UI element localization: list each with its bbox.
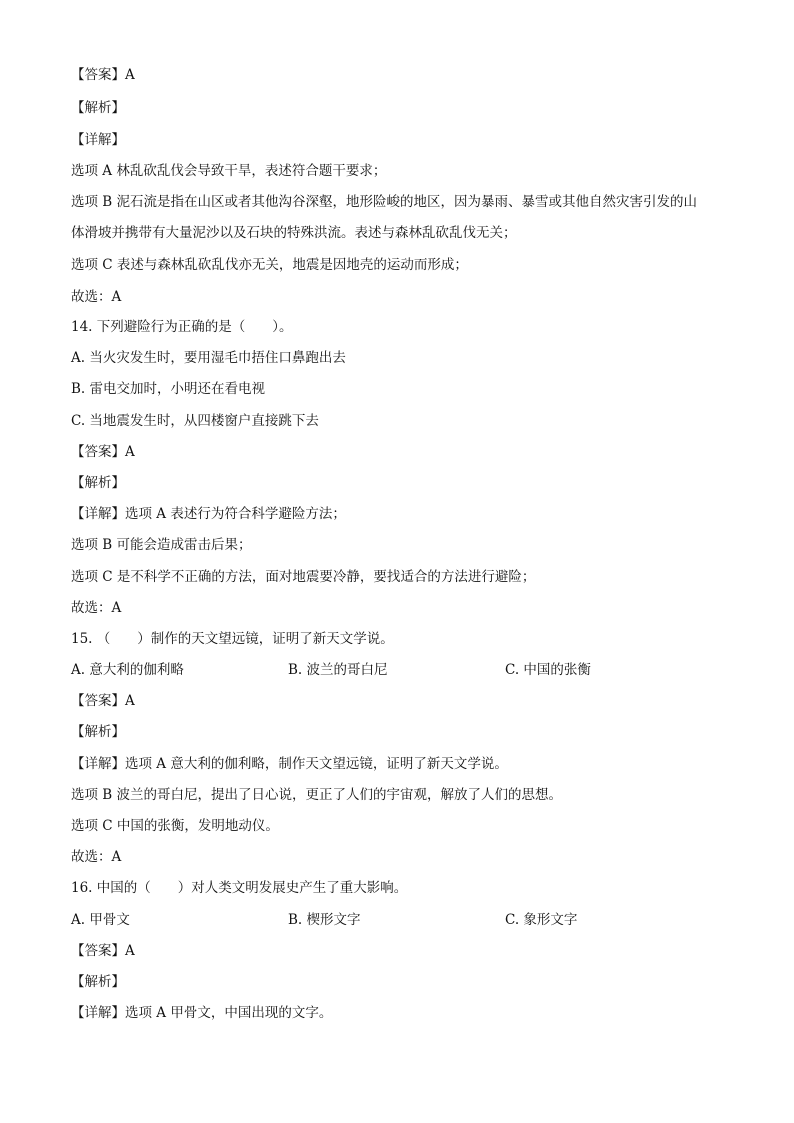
conclusion-line: 故选：A: [71, 289, 122, 305]
detail-line: 选项 C 是不科学不正确的方法，面对地震要冷静，要找适合的方法进行避险；: [71, 569, 536, 585]
analysis-tag: 【解析】: [71, 724, 125, 740]
answer-line: [71, 66, 734, 84]
detail-line: 选项 B 波兰的哥白尼，提出了日心说，更正了人们的宇宙观，解放了人们的思想。: [71, 787, 563, 803]
answer-tag: 【答案】: [71, 693, 125, 709]
question-stem: 15. （ ）制作的天文望远镜，证明了新天文学说。: [71, 631, 394, 647]
detail-line: 体滑坡并携带有大量泥沙以及石块的特殊洪流。表述与森林乱砍乱伐无关；: [71, 225, 517, 241]
detail-line: [71, 505, 734, 523]
answer-value: A: [125, 693, 135, 709]
analysis-tag: 【解析】: [71, 475, 125, 491]
detail-text: 选项 A 意大利的伽利略，制作天文望远镜，证明了新天文学说。: [125, 756, 508, 772]
detail-line: 选项 B 可能会造成雷击后果；: [71, 537, 252, 553]
option-b: B. 波兰的哥白尼: [288, 662, 388, 678]
detail-line: 选项 C 中国的张衡，发明地动仪。: [71, 818, 279, 834]
detail-line: 选项 C 表述与森林乱砍乱伐亦无关，地震是因地壳的运动而形成；: [71, 257, 468, 273]
analysis-tag: 【解析】: [71, 974, 125, 990]
detail-text: 选项 A 表述行为符合科学避险方法；: [125, 506, 346, 522]
detail-line: [71, 755, 734, 773]
answer-tag: 【答案】: [71, 943, 125, 959]
detail-tag: 【详解】: [71, 1005, 125, 1021]
question-stem: 14. 下列避险行为正确的是（ ）。: [71, 319, 293, 335]
answer-value: A: [125, 943, 135, 959]
answer-line: [71, 942, 734, 960]
detail-tag: 【详解】: [71, 756, 125, 772]
option-a: A. 甲骨文: [71, 912, 130, 928]
detail-text: 选项 A 甲骨文，中国出现的文字。: [125, 1005, 333, 1021]
answer-tag: 【答案】: [71, 444, 125, 460]
option-a: A. 当火灾发生时，要用湿毛巾捂住口鼻跑出去: [71, 350, 346, 366]
detail-line: [71, 1004, 734, 1022]
option-c: C. 中国的张衡: [505, 662, 591, 678]
option-c: C. 象形文字: [505, 912, 578, 928]
option-b: B. 雷电交加时，小明还在看电视: [71, 381, 266, 397]
detail-line: 选项 B 泥石流是指在山区或者其他沟谷深壑，地形险峻的地区，因为暴雨、暴雪或其他自然灾害引发的山: [71, 194, 698, 210]
detail-tag: 【详解】: [71, 132, 125, 148]
conclusion-line: 故选：A: [71, 849, 122, 865]
option-b: B. 楔形文字: [288, 912, 361, 928]
answer-line: [71, 692, 734, 710]
option-c: C. 当地震发生时，从四楼窗户直接跳下去: [71, 413, 319, 429]
detail-line: 选项 A 林乱砍乱伐会导致干旱，表述符合题干要求；: [71, 163, 387, 179]
conclusion-line: 故选：A: [71, 600, 122, 616]
analysis-tag: 【解析】: [71, 100, 125, 116]
detail-tag: 【详解】: [71, 506, 125, 522]
question-stem: 16. 中国的（ ）对人类文明发展史产生了重大影响。: [71, 880, 408, 896]
option-a: A. 意大利的伽利略: [71, 662, 184, 678]
answer-value: A: [125, 444, 135, 460]
answer-tag: 【答案】: [71, 67, 125, 83]
answer-line: [71, 443, 734, 461]
answer-value: A: [125, 67, 135, 83]
